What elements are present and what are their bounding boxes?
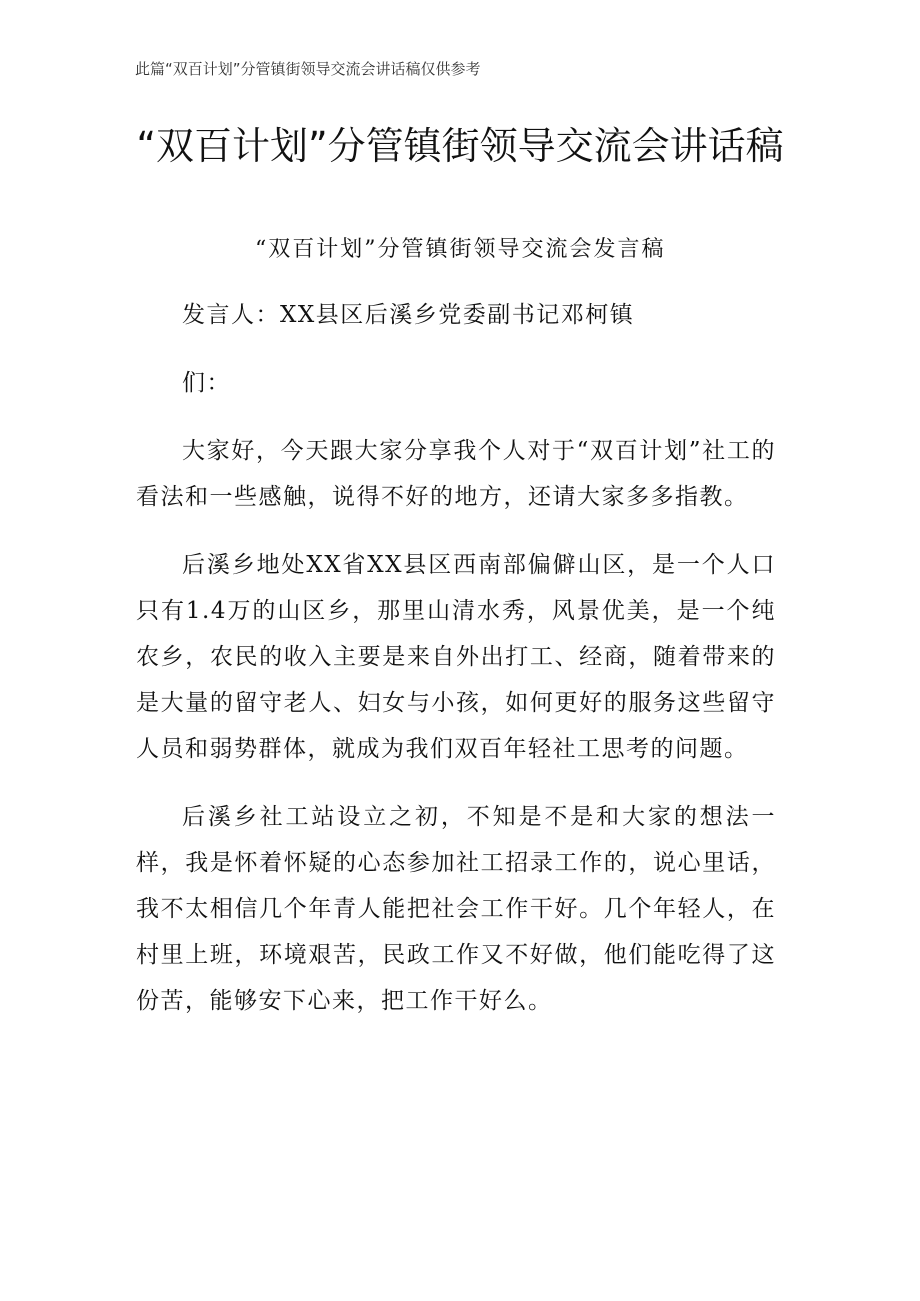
document-title: “双百计划”分管镇街领导交流会讲话稿 — [136, 124, 784, 168]
salutation: 们： — [182, 370, 231, 396]
document-body — [136, 292, 776, 1046]
paragraph: 后溪乡社工站设立之初，不知是不是和大家的想法一样，我是怀着怀疑的心态参加社工招录工作的，说心里话，我不太相信几个年青人能把社会工作干好。几个年轻人，在村里上班，环境艰苦，民政工作又不好做，他们能吃得了这份苦，能够安下心来，把工作干好么。 — [136, 804, 776, 1014]
header-note: 此篇“双百计划”分管镇街领导交流会讲话稿仅供参考 — [135, 60, 481, 78]
document-subtitle: “双百计划”分管镇街领导交流会发言稿 — [255, 237, 666, 262]
speaker-line: 发言人：XX县区后溪乡党委副书记邓柯镇 — [182, 302, 635, 328]
paragraph: 后溪乡地处XX省XX县区西南部偏僻山区，是一个人口只有1.4万的山区乡，那里山清水秀，风景优美，是一个纯农乡，农民的收入主要是来自外出打工、经商，随着带来的是大量的留守老人、妇女与小孩，如何更好的服务这些留守人员和弱势群体，就成为我们双百年轻社工思考的问题。 — [136, 552, 776, 762]
paragraph: 大家好，今天跟大家分享我个人对于“双百计划”社工的看法和一些感触，说得不好的地方，还请大家多多指教。 — [136, 438, 776, 510]
